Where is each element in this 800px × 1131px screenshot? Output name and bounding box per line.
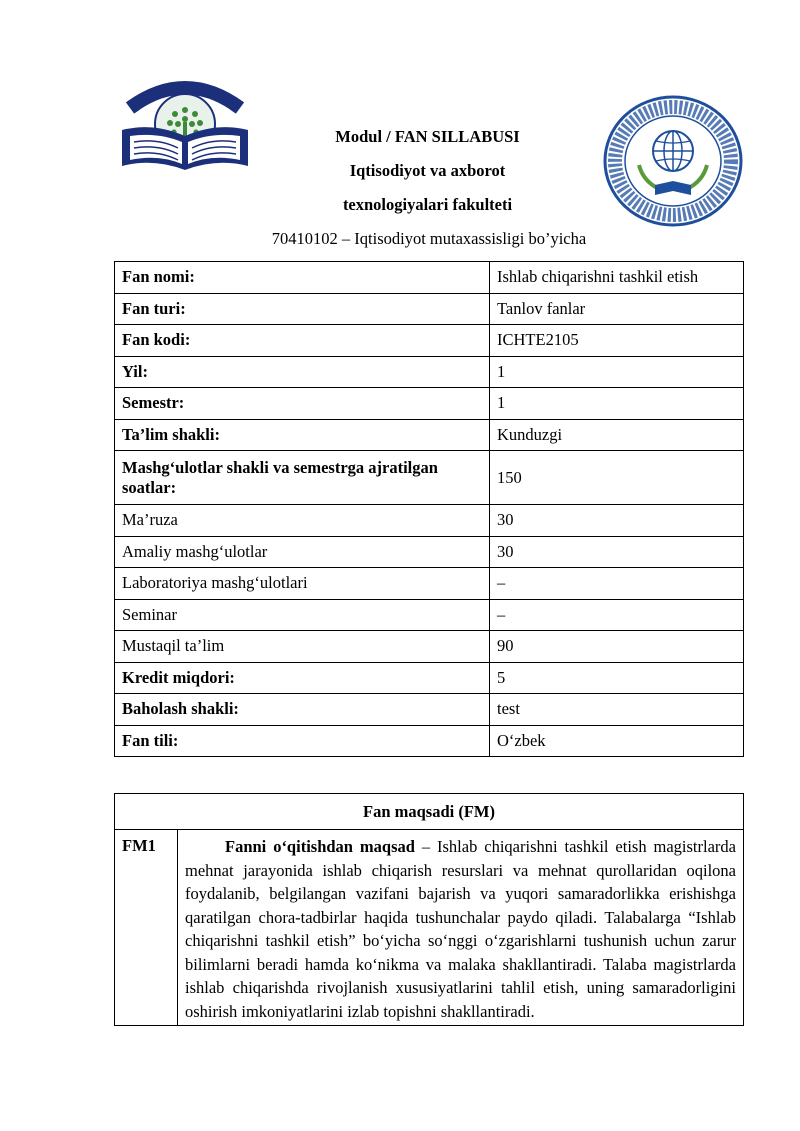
table-row bbox=[115, 451, 744, 505]
row-label: Fan kodi: bbox=[115, 325, 490, 357]
faculty-line-2: texnologiyalari fakulteti bbox=[342, 195, 513, 214]
table-row bbox=[115, 599, 744, 631]
table-row bbox=[115, 325, 744, 357]
table-row bbox=[115, 794, 744, 830]
row-value: – bbox=[490, 568, 744, 600]
table-row bbox=[115, 356, 744, 388]
row-label: Fan tili: bbox=[115, 725, 490, 757]
table-row bbox=[115, 631, 744, 663]
table-row bbox=[115, 262, 744, 294]
page-title: Modul / FAN SILLABUSI bbox=[335, 127, 520, 146]
row-value: 150 bbox=[490, 451, 744, 505]
row-value: Tanlov fanlar bbox=[490, 293, 744, 325]
row-label: Yil: bbox=[115, 356, 490, 388]
table-row bbox=[115, 568, 744, 600]
row-value: test bbox=[490, 694, 744, 726]
table-row bbox=[115, 419, 744, 451]
goal-description bbox=[178, 830, 744, 1026]
row-value: O‘zbek bbox=[490, 725, 744, 757]
table-row bbox=[115, 830, 744, 1026]
table-row bbox=[115, 388, 744, 420]
row-label: Kredit miqdori: bbox=[115, 662, 490, 694]
row-label: Ma’ruza bbox=[115, 505, 490, 537]
faculty-line-1: Iqtisodiyot va axborot bbox=[349, 161, 506, 180]
row-label: Amaliy mashg‘ulotlar bbox=[115, 536, 490, 568]
university-seal-logo bbox=[603, 95, 743, 227]
course-goal-table bbox=[114, 793, 744, 1026]
goal-table-header: Fan maqsadi (FM) bbox=[115, 794, 744, 830]
row-label: Ta’lim shakli: bbox=[115, 419, 490, 451]
row-value: – bbox=[490, 599, 744, 631]
table-row bbox=[115, 694, 744, 726]
table-row bbox=[115, 536, 744, 568]
syllabus-info-table bbox=[114, 261, 744, 757]
row-label: Mashg‘ulotlar shakli va semestrga ajratilgan soatlar: bbox=[115, 451, 490, 505]
row-value: 5 bbox=[490, 662, 744, 694]
row-value: 90 bbox=[490, 631, 744, 663]
row-value: 30 bbox=[490, 536, 744, 568]
row-value: 30 bbox=[490, 505, 744, 537]
row-label: Semestr: bbox=[115, 388, 490, 420]
table-row bbox=[115, 725, 744, 757]
row-label: Fan turi: bbox=[115, 293, 490, 325]
ministry-logo bbox=[118, 74, 252, 178]
specialty-line: 70410102 – Iqtisodiyot mutaxassisligi bo’yicha bbox=[271, 229, 587, 248]
row-label: Seminar bbox=[115, 599, 490, 631]
table-row bbox=[115, 505, 744, 537]
row-label: Laboratoriya mashg‘ulotlari bbox=[115, 568, 490, 600]
row-value: 1 bbox=[490, 388, 744, 420]
row-value: Ishlab chiqarishni tashkil etish bbox=[490, 262, 744, 294]
row-label: Baholash shakli: bbox=[115, 694, 490, 726]
table-row bbox=[115, 293, 744, 325]
row-label: Mustaqil ta’lim bbox=[115, 631, 490, 663]
table-row bbox=[115, 662, 744, 694]
goal-text: – Ishlab chiqarishni tashkil etish magistrlarda mehnat jarayonida ishlab chiqarish resurslari va mehnat qurollaridan oqilona foydalanib, belgilangan vazifani bajarish va yuqori samaradorlikka erishishga qaratilgan chora-tadbirlar haqida tushunchalar paydo qiladi. Talabalarga “Ishlab chiqarishni tashkil etish” bo‘yicha so‘nggi o‘zgarishlarni tushunish uchun zarur bilimlarni beradi hamda ko‘nikma va malaka shakllantiradi. Talaba magistrlarda ishlab chiqarishda rivojlanish xususiyatlarini tahlil etish, uning samaradorligini oshirish imkoniyatlarini izlab topishni shakllantiradi. bbox=[185, 837, 736, 1021]
row-value: ICHTE2105 bbox=[490, 325, 744, 357]
row-value: Kunduzgi bbox=[490, 419, 744, 451]
row-value: 1 bbox=[490, 356, 744, 388]
goal-code: FM1 bbox=[115, 830, 178, 1026]
goal-lead: Fanni o‘qitishdan maqsad bbox=[225, 837, 415, 856]
row-label: Fan nomi: bbox=[115, 262, 490, 294]
